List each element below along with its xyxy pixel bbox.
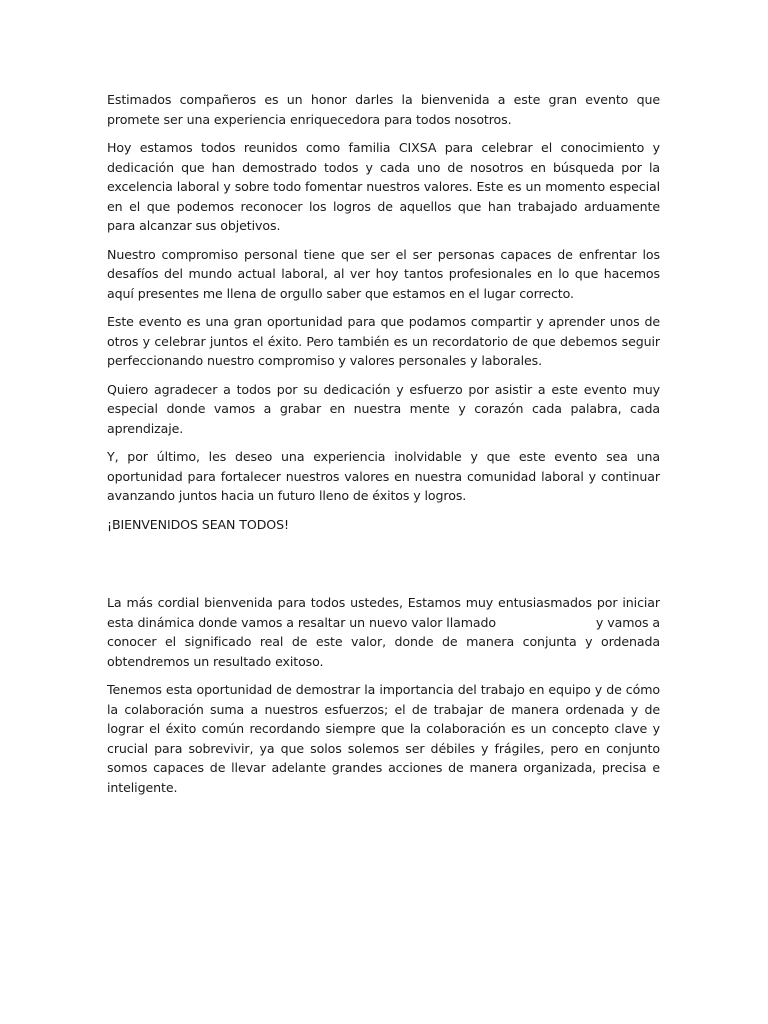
- paragraph-closing-wish: Y, por último, les deseo una experiencia inolvidable y que este evento sea una oportunidad para fortalecer nuestros valores en nuestra comunidad laboral y continuar avanzando juntos hacia un futuro lleno de éxitos y logros.: [107, 449, 660, 503]
- paragraph-gathering: Hoy estamos todos reunidos como familia CIXSA para celebrar el conocimiento y dedicación que han demostrado todos y cada uno de nosotros en búsqueda por la excelencia laboral y sobre todo fomentar nuestros valores. Este es un momento especial en el que podemos reconocer los logros de aquellos que han trabajado arduamente para alcanzar sus objetivos.: [107, 140, 660, 233]
- paragraph-commitment: Nuestro compromiso personal tiene que ser el ser personas capaces de enfrentar los desafíos del mundo actual laboral, al ver hoy tantos profesionales en lo que hacemos aquí presentes me llena de orgullo saber que estamos en el lugar correcto.: [107, 246, 660, 301]
- dynamic-intro-text-before: La más cordial bienvenida para todos ustedes, Estamos muy entusiasmados por iniciar esta dinámica donde vamos a resaltar un nuevo valor llamado: [107, 595, 660, 630]
- section-spacer: [107, 543, 660, 593]
- paragraph-welcome: Estimados compañeros es un honor darles la bienvenida a este gran evento que promete ser una experiencia enriquecedora para todos nosotros.: [107, 92, 660, 127]
- paragraph-teamwork: Tenemos esta oportunidad de demostrar la importancia del trabajo en equipo y de cómo la colaboración suma a nuestros esfuerzos; el de trabajar de manera ordenada y de lograr el éxito común recordando siempre que la colaboración es un concepto clave y crucial para sobrevivir, ya que solos solemos ser débiles y frágiles, pero en conjunto somos capaces de llevar adelante grandes acciones de manera organizada, precisa e inteligente.: [107, 682, 660, 795]
- dynamic-intro-text-after: y vamos a conocer el significado real de este valor, donde de manera conjunta y ordenada obtendremos un resultado exitoso.: [107, 614, 660, 669]
- paragraph-welcome-all: ¡BIENVENIDOS SEAN TODOS!: [107, 516, 289, 532]
- document-page: [107, 90, 660, 806]
- paragraph-opportunity: Este evento es una gran oportunidad para que podamos compartir y aprender unos de otros y celebrar juntos el éxito. Pero también es un recordatorio de que debemos seguir perfeccionando nuestro compromiso y valores personales y laborales.: [107, 314, 660, 368]
- paragraph-gratitude: Quiero agradecer a todos por su dedicación y esfuerzo por asistir a este evento muy especial donde vamos a grabar en nuestra mente y corazón cada palabra, cada aprendizaje.: [107, 381, 660, 436]
- paragraph-dynamic-intro: [107, 593, 660, 671]
